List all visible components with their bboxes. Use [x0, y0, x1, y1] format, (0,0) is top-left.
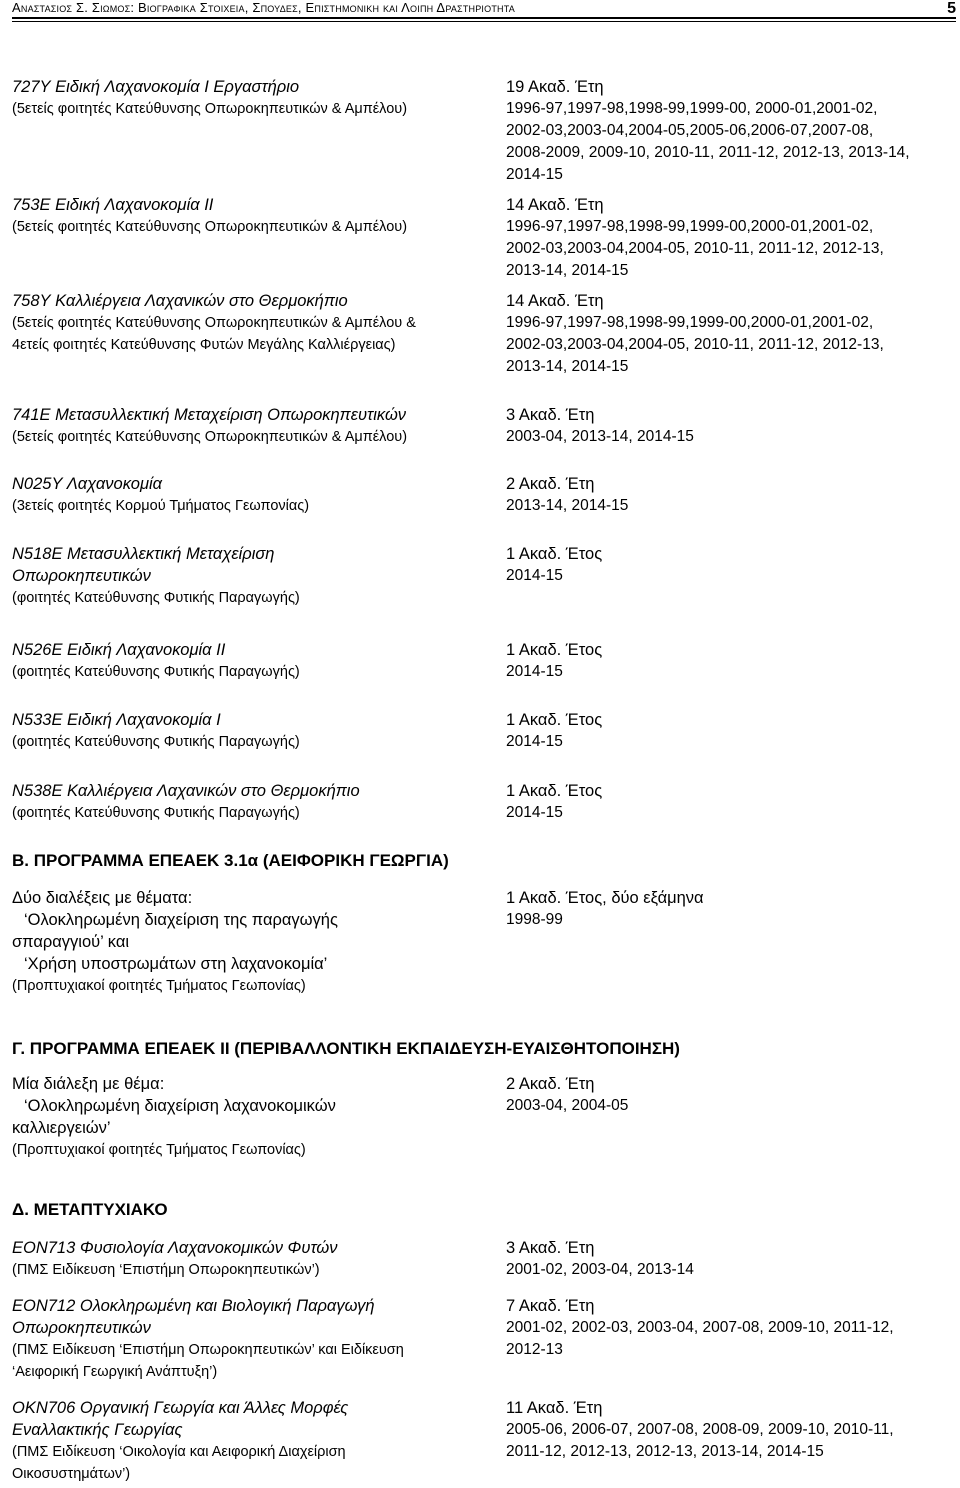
years-list: 2003-04, 2004-05: [506, 1097, 629, 1114]
lecture-intro: Δύο διαλέξεις με θέματα:: [12, 889, 193, 907]
lecture-topic-cont: καλλιεργειών’: [12, 1119, 111, 1137]
years-count: 14 Ακαδ. Έτη: [506, 196, 604, 214]
years-count: 3 Ακαδ. Έτη: [506, 1239, 595, 1257]
years-count: 2 Ακαδ. Έτη: [506, 1075, 595, 1093]
lecture-note: (Προπτυχιακοί φοιτητές Τμήματος Γεωπονίας): [12, 978, 306, 994]
course-title-cont: Εναλλακτικής Γεωργίας: [12, 1421, 183, 1439]
course-note: (φοιτητές Κατεύθυνσης Φυτικής Παραγωγής): [12, 590, 300, 606]
years-list: 2014-15: [506, 567, 563, 584]
course-note: (ΠΜΣ Ειδίκευση ‘Οικολογία και Αειφορική Διαχείριση: [12, 1444, 346, 1460]
course-note: 4ετείς φοιτητές Κατεύθυνσης Φυτών Μεγάλης Καλλιέργειας): [12, 337, 396, 353]
years-list: 2014-15: [506, 804, 563, 821]
course-title: ΟΚΝ706 Οργανική Γεωργία και Άλλες Μορφές: [12, 1399, 349, 1417]
years-count: 1 Ακαδ. Έτος: [506, 545, 603, 563]
course-note: (φοιτητές Κατεύθυνσης Φυτικής Παραγωγής): [12, 805, 300, 821]
years-list: 2002-03,2003-04,2004-05, 2010-11, 2011-12, 2012-13,: [506, 240, 884, 257]
years-list: 2013-14, 2014-15: [506, 262, 629, 279]
lecture-topic-cont: σπαραγγιού’ και: [12, 933, 130, 951]
years-list: 2001-02, 2002-03, 2003-04, 2007-08, 2009-10, 2011-12,: [506, 1319, 894, 1336]
years-list: 2003-04, 2013-14, 2014-15: [506, 428, 694, 445]
years-list: 1998-99: [506, 911, 563, 928]
course-title: ΕΟΝ712 Ολοκληρωμένη και Βιολογική Παραγωγή: [12, 1297, 375, 1315]
course-title: Ν538Ε Καλλιέργεια Λαχανικών στο Θερμοκήπιο: [12, 782, 360, 800]
lecture-intro: Μία διάλεξη με θέμα:: [12, 1075, 165, 1093]
course-note: (φοιτητές Κατεύθυνσης Φυτικής Παραγωγής): [12, 734, 300, 750]
course-note: (5ετείς φοιτητές Κατεύθυνσης Οπωροκηπευτικών & Αμπέλου): [12, 429, 408, 445]
course-title: 753Ε Ειδική Λαχανοκομία ΙΙ: [12, 196, 214, 214]
section-heading-c: Γ. ΠΡΟΓΡΑΜΜΑ ΕΠΕΑΕΚ ΙΙ (ΠΕΡΙΒΑΛΛΟΝΤΙΚΗ ΕΚΠΑΙΔΕΥΣΗ-ΕΥΑΙΣΘΗΤΟΠΟΙΗΣΗ): [12, 1039, 680, 1058]
section-heading-d: Δ. ΜΕΤΑΠΤΥΧΙΑΚΟ: [12, 1200, 168, 1219]
course-title: Ν518Ε Μετασυλλεκτική Μεταχείριση: [12, 545, 275, 563]
years-list: 2012-13: [506, 1341, 563, 1358]
course-title-cont: Οπωροκηπευτικών: [12, 567, 151, 585]
lecture-topic: ‘Ολοκληρωμένη διαχείριση λαχανοκομικών: [24, 1097, 336, 1115]
years-count: 1 Ακαδ. Έτος: [506, 641, 603, 659]
years-count: 1 Ακαδ. Έτος: [506, 711, 603, 729]
years-list: 2008-2009, 2009-10, 2010-11, 2011-12, 2012-13, 2013-14,: [506, 144, 910, 161]
lecture-topic: ‘Χρήση υποστρωμάτων στη λαχανοκομία’: [24, 955, 328, 973]
header-rule: [12, 17, 956, 19]
course-note: (3ετείς φοιτητές Κορμού Τμήματος Γεωπονίας): [12, 498, 310, 514]
course-note: ‘Αειφορική Γεωργική Ανάπτυξη’): [12, 1364, 218, 1380]
years-list: 1996-97,1997-98,1998-99,1999-00, 2000-01,2001-02,: [506, 100, 878, 117]
course-title: ΕΟΝ713 Φυσιολογία Λαχανοκομικών Φυτών: [12, 1239, 338, 1257]
course-title: 758Υ Καλλιέργεια Λαχανικών στο Θερμοκήπιο: [12, 292, 348, 310]
years-list: 2013-14, 2014-15: [506, 497, 629, 514]
years-count: 3 Ακαδ. Έτη: [506, 406, 595, 424]
years-list: 2002-03,2003-04,2004-05, 2010-11, 2011-12, 2012-13,: [506, 336, 884, 353]
course-title: Ν533Ε Ειδική Λαχανοκομία Ι: [12, 711, 221, 729]
course-note: Οικοσυστημάτων’): [12, 1466, 131, 1482]
years-count: 11 Ακαδ. Έτη: [506, 1399, 603, 1417]
lecture-note: (Προπτυχιακοί φοιτητές Τμήματος Γεωπονίας): [12, 1142, 306, 1158]
years-list: 2014-15: [506, 166, 563, 183]
course-note: (ΠΜΣ Ειδίκευση ‘Επιστήμη Οπωροκηπευτικών’): [12, 1262, 320, 1278]
course-title: Ν526Ε Ειδική Λαχανοκομία ΙΙ: [12, 641, 226, 659]
years-list: 2001-02, 2003-04, 2013-14: [506, 1261, 694, 1278]
course-note: (φοιτητές Κατεύθυνσης Φυτικής Παραγωγής): [12, 664, 300, 680]
years-count: 7 Ακαδ. Έτη: [506, 1297, 595, 1315]
years-list: 1996-97,1997-98,1998-99,1999-00,2000-01,2001-02,: [506, 314, 874, 331]
years-count: 14 Ακαδ. Έτη: [506, 292, 604, 310]
years-count: 2 Ακαδ. Έτη: [506, 475, 595, 493]
years-list: 2014-15: [506, 663, 563, 680]
course-title: Ν025Υ Λαχανοκομία: [12, 475, 163, 493]
course-note: (5ετείς φοιτητές Κατεύθυνσης Οπωροκηπευτικών & Αμπέλου): [12, 101, 408, 117]
section-heading-b: Β. ΠΡΟΓΡΑΜΜΑ ΕΠΕΑΕΚ 3.1α (ΑΕΙΦΟΡΙΚΗ ΓΕΩΡΓΙΑ): [12, 851, 449, 870]
course-note: (ΠΜΣ Ειδίκευση ‘Επιστήμη Οπωροκηπευτικών’ και Ειδίκευση: [12, 1342, 404, 1358]
years-count: 1 Ακαδ. Έτος, δύο εξάμηνα: [506, 889, 704, 907]
years-list: 2011-12, 2012-13, 2012-13, 2013-14, 2014-15: [506, 1443, 824, 1460]
years-count: 19 Ακαδ. Έτη: [506, 78, 604, 96]
page-number: 5: [947, 0, 956, 17]
running-header: Αναστασιος Σ. Σιωμος: Βιογραφικα Στοιχεια, Σπουδες, Επιστημονικη και Λοιπη Δραστηριοτητα: [12, 0, 515, 15]
years-list: 2005-06, 2006-07, 2007-08, 2008-09, 2009-10, 2010-11,: [506, 1421, 894, 1438]
course-title-cont: Οπωροκηπευτικών: [12, 1319, 151, 1337]
course-title: 727Υ Ειδική Λαχανοκομία Ι Εργαστήριο: [12, 78, 300, 96]
course-note: (5ετείς φοιτητές Κατεύθυνσης Οπωροκηπευτικών & Αμπέλου &: [12, 315, 416, 331]
lecture-topic: ‘Ολοκληρωμένη διαχείριση της παραγωγής: [24, 911, 338, 929]
years-list: 2002-03,2003-04,2004-05,2005-06,2006-07,2007-08,: [506, 122, 874, 139]
course-note: (5ετείς φοιτητές Κατεύθυνσης Οπωροκηπευτικών & Αμπέλου): [12, 219, 408, 235]
years-list: 2013-14, 2014-15: [506, 358, 629, 375]
header-rule-thin: [12, 21, 956, 22]
years-list: 2014-15: [506, 733, 563, 750]
years-count: 1 Ακαδ. Έτος: [506, 782, 603, 800]
course-title: 741Ε Μετασυλλεκτική Μεταχείριση Οπωροκηπευτικών: [12, 406, 407, 424]
years-list: 1996-97,1997-98,1998-99,1999-00,2000-01,2001-02,: [506, 218, 874, 235]
